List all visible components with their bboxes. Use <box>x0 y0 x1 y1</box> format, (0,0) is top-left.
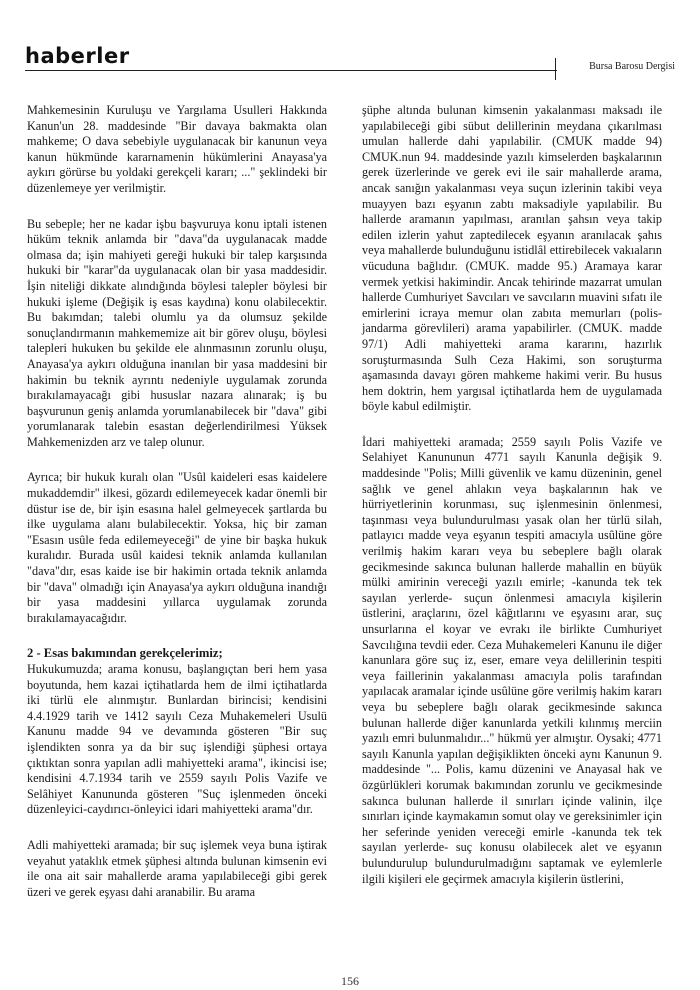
section-title: haberler <box>25 44 130 68</box>
header-rule <box>25 70 557 71</box>
paragraph: Bu sebeple; her ne kadar işbu başvuruya konu iptali istenen hüküm teknik anlamda bir "dava"da uygulanacak madde olmasa da; işin mahiyeti gereği hukuki bir talep karşısında hukuki bir "karar"da uygulanacak olan bir yasa maddesidir. İşin niteliği dikkate alındığında böylesi talepler böylesi bir hukuki işleme (Değişik iş esas kaydına) konu olabilecektir. Bu bakımdan; talebi olumlu ya da olumsuz şekilde sonuçlandırmanın mahkememize ait bir görev oluşu, böylesi talepleri hukuken bu şekilde ele alınmasının zorunlu oluşu, Anayasa'ya aykırı olduğuna inanılan bir yasa maddesini bir hakimin bu teknik ayrıntı nedeniyle uygulamak zorunda bırakılamayacağı gibi hususlar nazara alınarak; iş bu başvurunun geniş anlamda yorumlanabilecek bir "dava" gibi yorumlanarak talebin esastan değerlendirilmesi Yüksek Mahkemenizden arz ve talep olunur. <box>27 216 327 449</box>
right-column <box>362 103 662 895</box>
left-column <box>27 103 327 908</box>
section-heading: 2 - Esas bakımından gerekçelerimiz; <box>27 646 223 661</box>
paragraph: Adli mahiyetteki aramada; bir suç işlemek veya buna iştirak veyahut yataklık etmek şüphesi altında bulunan kimsenin evi ile ona ait sair mahallerde arama yapılabileceği gibi gerek üzeri ve gerek eşyası dahi aranabilir. Bu arama <box>27 837 327 899</box>
paragraph: Mahkemesinin Kuruluşu ve Yargılama Usulleri Hakkında Kanun'un 28. maddesinde "Bir davaya bakmakta olan mahkeme; O dava sebebiyle uygulanacak bir kanunun veya kanun hükmünde kararnamenin hükümlerini Anayasa'ya aykırı görürse bu yoldaki gerekçeli kararı; ..." şeklindeki bir düzenlemeye yer verilmiştir. <box>27 103 327 195</box>
page-number: 156 <box>341 974 359 988</box>
journal-name: Bursa Barosu Dergisi <box>589 61 675 72</box>
page-header <box>25 44 675 78</box>
paragraph: Hukukumuzda; arama konusu, başlangıçtan beri hem yasa boyutunda, hem kazai içtihatlarda hem de ilmi içtihatlarda iki türlü ele alınmıştır. Bunlardan birincisi; kendisini 4.4.1929 tarih ve 1412 sayılı Ceza Muhakemeleri Usulü Kanunu madde 94 ve devamında gösteren "Bir suç işlendikten sonra ya da bir suç işlendiği şüphesi ortaya çıktıktan sonra yapılan adli mahiyetteki arama", ikincisi ise; kendisini 4.7.1934 tarih ve 2559 sayılı Polis Vazife ve Selâhiyet Kanununda gösteren "Suç işlenmeden önceki düzenleyici-caydırıcı-önleyici idari mahiyetteki arama"dır. <box>27 662 327 817</box>
header-divider <box>555 58 556 80</box>
paragraph: Ayrıca; bir hukuk kuralı olan "Usûl kaideleri esas kaidelere mukaddemdir" ilkesi, gözardı edilemeyecek kadar önemli bir düstur ise de, bir işin esasına halel gelmeyecek şartlarda bu ilke uygulama alanı bulabilecektir. Yoksa, hiç bir zaman "Esasın usûle feda edilemeyeceği" de yine bir başka hukuk kuralıdır. Burada usûl kaidesi teknik anlamda kullanılan "dava"dır, esas kaide ise bir hakimin ortada teknik anlamda bir "dava" olmadığı için Anayasa'ya aykırı olduğuna inandığı bir yasa maddesini yıllarca uygulamak zorunda bırakılamayacağıdır. <box>27 470 327 625</box>
paragraph: İdari mahiyetteki aramada; 2559 sayılı Polis Vazife ve Selahiyet Kanununun 4771 sayılı Kanunla değişik 9. maddesinde "Polis; Milli güvenlik ve kamu düzeninin, genel sağlık ve genel ahlakın veya başkalarının hak ve hürriyetlerinin korunması, suç işlenmesinin önlenmesi, taşınması veya bulundurulması yasak olan her türlü silah, patlayıcı madde veya eşyanın tespiti amacıyla usûlüne göre verilmiş hakim kararı veya bu sebeplere bağlı olarak gecikmesinde sakınca bulunan hallerde mahallin en büyük mülki amirinin vereceği yazılı emirle; -kanunda tek tek sayılan yerlerde- suçun önlenmesi amacıyla kişilerin üstlerini, araçlarını, özel kâğıtlarını ve eşyasını arar, suç unsurlarına el koyar ve evrakı ile birlikte Cumhuriyet Savcılığına tevdii eder. Ceza Muhakemeleri Kanunu ile diğer kanunlara göre suç iz, eser, emare veya delillerinin tespiti veya faillerinin yakalanması amacıyla polis tarafından yapılacak aramalar içinde usûlüne göre verilmiş hakim kararı veya bu sebeplere bağlı olarak gecikmesinde sakınca bulunan hallerde diğer kanunlarda yetkili kılınmış merciin yazılı emri bulunmalıdır..." hükmü yer almıştır. Oysaki; 4771 sayılı Kanunla yapılan değişiklikten önceki aynı Kanunun 9. maddesinde "... Polis, kamu düzenini ve Anayasal hak ve özgürlükleri korumak bakımından zorunlu ve gecikmesinde sakınca bulunan hallerde il sınırları içinde valinin, ilçe sınırları içinde kaymakamın somut olay ve gereksinimler için her seferinde yeniden vereceği emirle -kanunda tek tek sayılan yerlerde- suç konusu olabilecek alet ve eşyanın bulundurulup bulundurulmadığını saptamak ve eylemlerle ilgili kişileri ele geçirmek amacıyla kişilerin üstlerini, <box>362 434 662 886</box>
paragraph: şüphe altında bulunan kimsenin yakalanması maksadı ile yapılabileceği gibi sübut delillerinin meydana çıkarılması umulan hallerde dahi yapılabilir. (CMUK madde 94) CMUK.nun 94. maddesinde yazılı kimselerden başkalarının gerek üzerlerinde ve gerek evi ile sair mahallerde arama, ancak sanığın yakalanması veya suçun izlerinin takibi veya muayyen bazı eşyanın zabtı maksadiyle yapılabilir. Bu hallerde aramanın yapılması, aranılan şahsın veya takip edilen izlerin yahut zaptedilecek eşyanın aranılacak şahıs veya mahallerde bulunduğunu istidlâl ettirebilecek vakıaların vücuduna bağlıdır. (CMUK. madde 95.) Aramaya karar vermek yetkisi hakimindir. Ancak tehirinde mazarrat umulan hallerde Cumhuriyet Savcıları ve savcıların muavini sıfatı ile emirlerini icraya memur olan zabıta memurları (polis-jandarma görevlileri) arama yapabilirler. (CMUK. madde 97/1) Adli mahiyetteki arama kararını, hazırlık soruşturmasında Sulh Ceza Hakimi, son soruşturma aşamasında davayı gören mahkeme hakimi verir. Bu husus hem doktrin, hem yargısal içtihatlarda hem de uygulamada böyle kabul edilmiştir. <box>362 103 662 414</box>
